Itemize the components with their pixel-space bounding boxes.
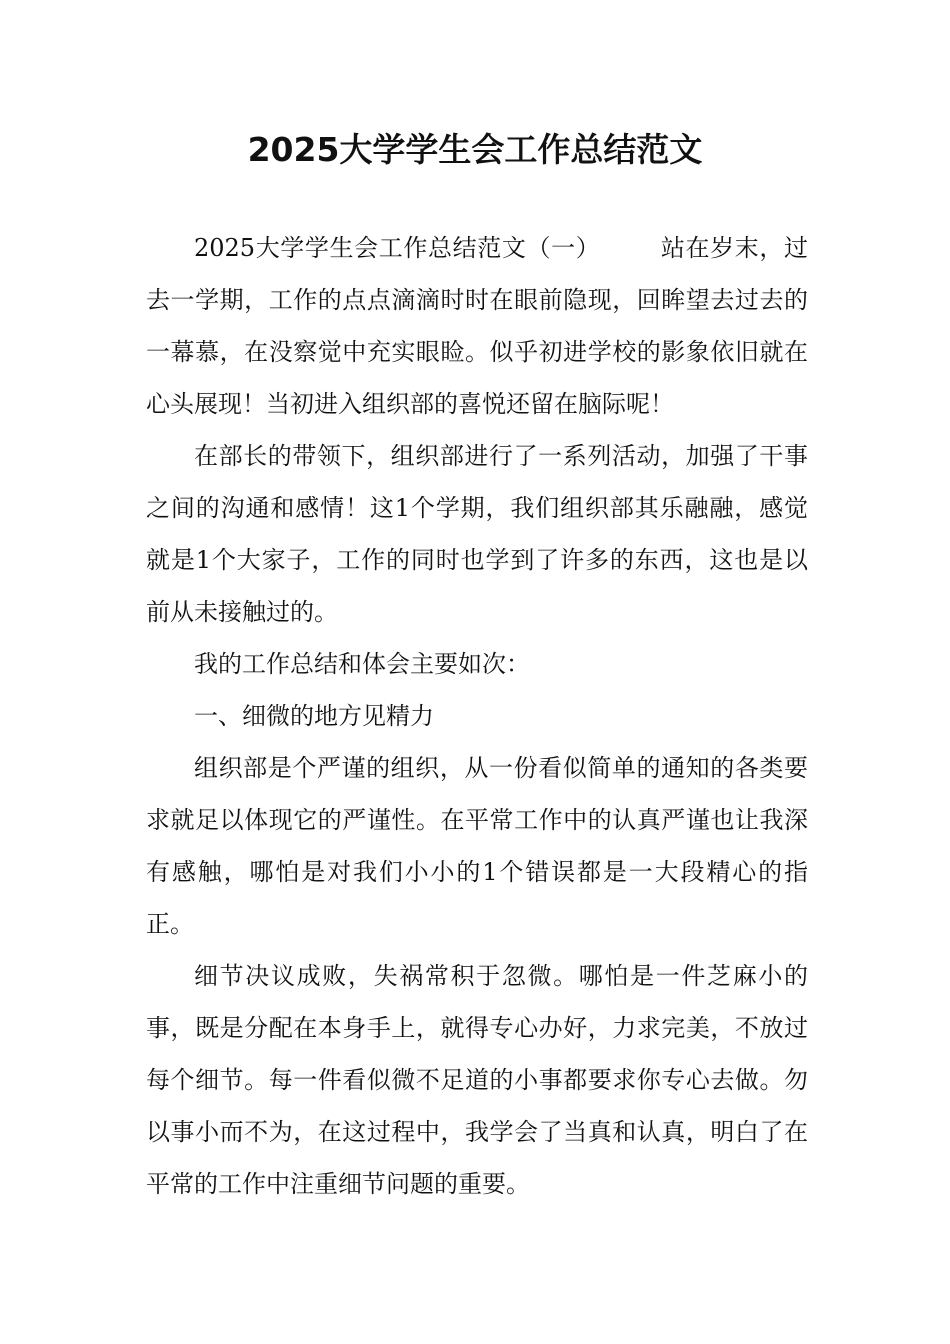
document-body [146,222,808,1210]
paragraph-1-text: 站在岁末，过去一学期，工作的点点滴滴时时在眼前隐现，回眸望去过去的一幕慕，在没察觉中充实眼睑。似乎初进学校的影象依旧就在心头展现！当初进入组织部的喜悦还留在脑际呢！ [146,234,809,418]
paragraph-2: 在部长的带领下，组织部进行了一系列活动，加强了干事之间的沟通和感情！这1个学期，我们组织部其乐融融，感觉就是1个大家子，工作的同时也学到了许多的东西，这也是以前从未接触过的。 [146,442,808,626]
document-title: 2025大学学生会工作总结范文 [247,130,703,169]
paragraph-1 [146,222,808,430]
paragraph-6: 细节决议成败，失祸常积于忽微。哪怕是一件芝麻小的事，既是分配在本身手上，就得专心办好，力求完美，不放过每个细节。每一件看似微不足道的小事都要求你专心去做。勿以事小而不为，在这过程中，我学会了当真和认真，明白了在平常的工作中注重细节问题的重要。 [146,962,808,1198]
paragraph-5: 组织部是个严谨的组织，从一份看似简单的通知的各类要求就足以体现它的严谨性。在平常工作中的认真严谨也让我深有感触，哪怕是对我们小小的1个错误都是一大段精心的指正。 [146,754,808,938]
section-heading-1: 一、细微的地方见精力 [194,702,434,730]
paragraph-3: 我的工作总结和体会主要如次： [194,650,530,678]
paragraph-1-lead: 2025大学学生会工作总结范文（一） [194,234,601,262]
